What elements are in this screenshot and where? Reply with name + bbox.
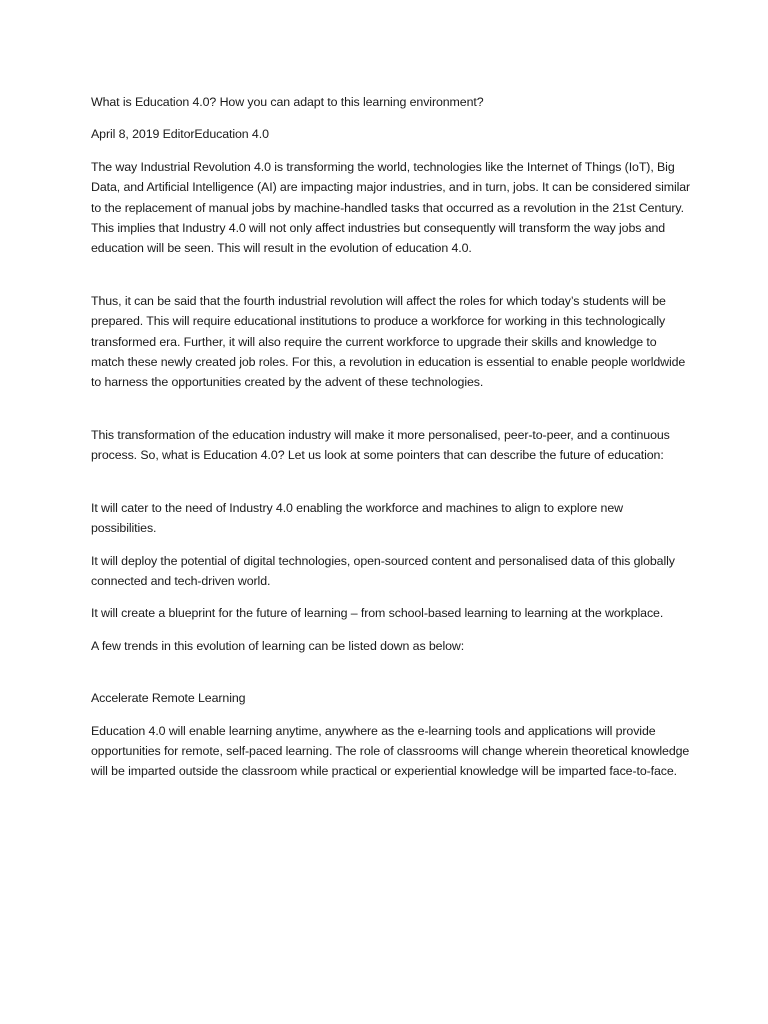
section-heading: Accelerate Remote Learning: [91, 691, 246, 706]
document-meta: April 8, 2019 EditorEducation 4.0: [91, 127, 269, 142]
spacer: [91, 668, 691, 688]
pointer-item: It will create a blueprint for the future of learning – from school-based learning to learning at the workplace.: [91, 606, 664, 621]
pointer-item: It will cater to the need of Industry 4.0 enabling the workforce and machines to align to explore new possibilities.: [91, 500, 623, 536]
paragraph-intro: The way Industrial Revolution 4.0 is transforming the world, technologies like the Internet of Things (IoT), Big Data, and Artificial Intelligence (AI) are impacting major industries, and in turn, jobs. It can be considered similar to the replacement of manual jobs by machine-handled tasks that occurred as a revolution in the 21st Century. This implies that Industry 4.0 will not only affect industries but consequently will transform the way jobs and education will be seen. This will result in the evolution of education 4.0.: [91, 159, 691, 256]
section-body: Education 4.0 will enable learning anytime, anywhere as the e-learning tools and applications will provide opportunities for remote, self-paced learning. The role of classrooms will change wherein theoretical knowledge will be imparted outside the classroom while practical or experiential knowledge will be imparted face-to-face.: [91, 723, 690, 779]
paragraph-fourth-revolution: Thus, it can be said that the fourth industrial revolution will affect the roles for which today’s students will be prepared. This will require educational institutions to produce a workforce for working in this technologically transformed era. Further, it will also require the current workforce to upgrade their skills and knowledge to match these newly created job roles. For this, a revolution in education is essential to enable people worldwide to harness the opportunities created by the advent of these technologies.: [91, 293, 686, 390]
spacer: [91, 405, 691, 425]
paragraph-transformation: This transformation of the education industry will make it more personalised, peer-to-peer, and a continuous process. So, what is Education 4.0? Let us look at some pointers that can describe the future of education:: [91, 427, 670, 463]
document-title: What is Education 4.0? How you can adapt to this learning environment?: [91, 95, 484, 109]
spacer: [91, 271, 691, 291]
spacer: [91, 478, 691, 498]
trends-intro: A few trends in this evolution of learning can be listed down as below:: [91, 638, 465, 653]
document-body: [91, 92, 691, 794]
pointer-item: It will deploy the potential of digital technologies, open-sourced content and personalised data of this globally connected and tech-driven world.: [91, 553, 675, 588]
